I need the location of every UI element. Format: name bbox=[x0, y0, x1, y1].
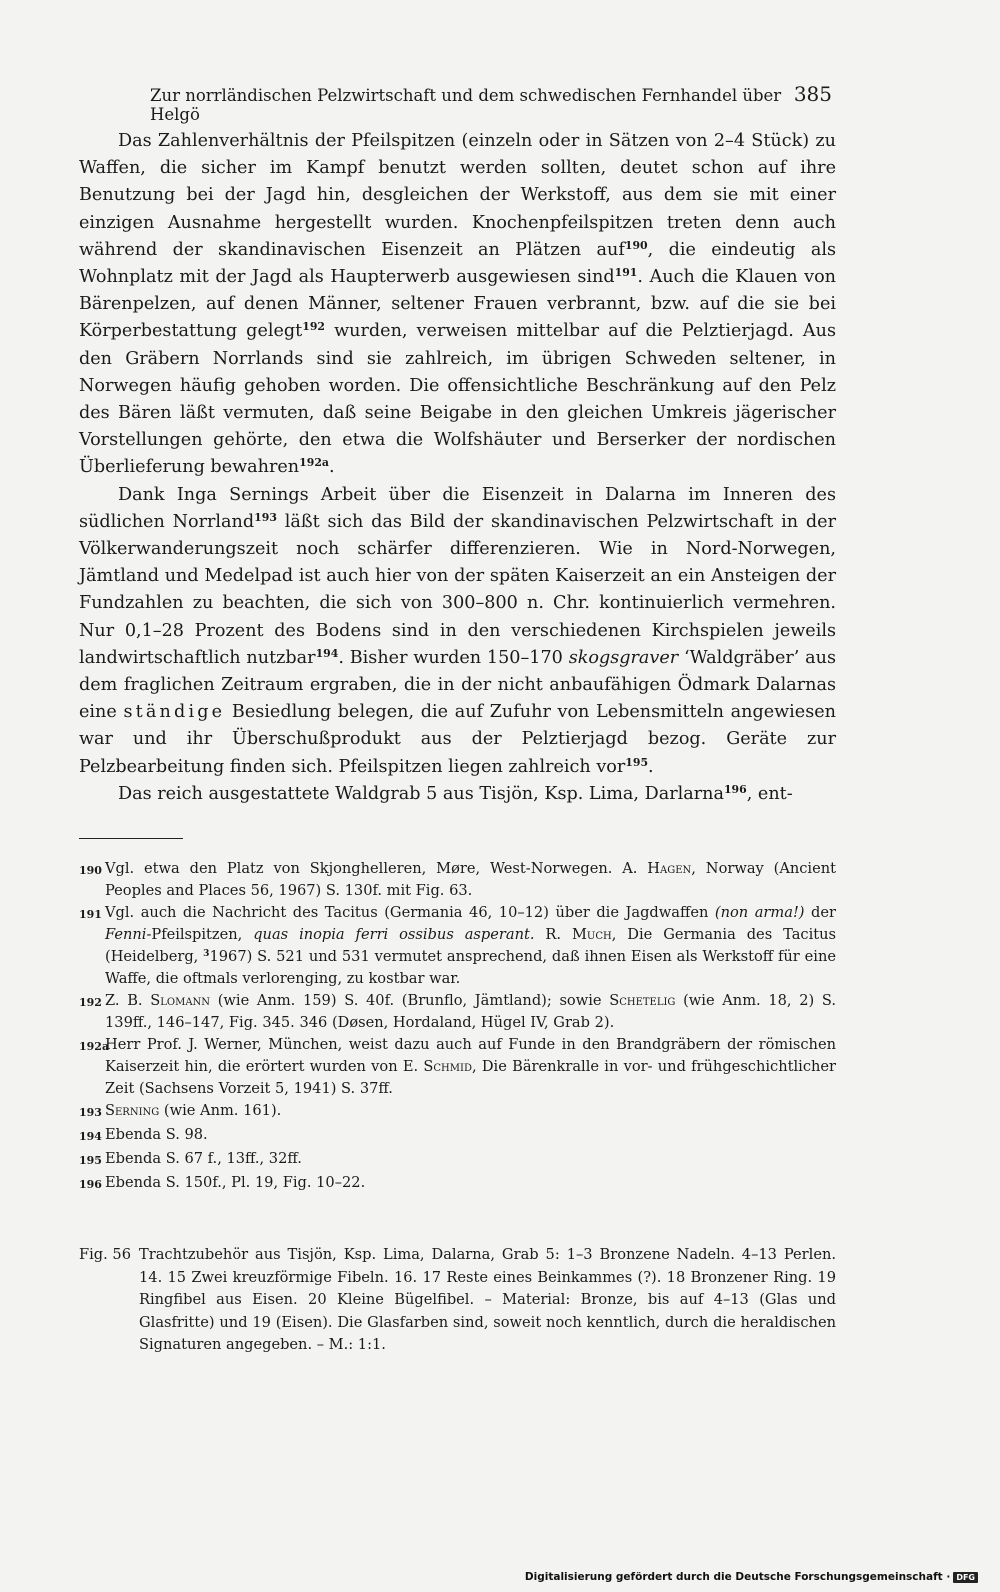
figure-label: Fig. 56 bbox=[79, 1246, 131, 1263]
running-title: Zur norrländischen Pelzwirtschaft und dem schwedischen Fernhandel über Helgö bbox=[150, 86, 782, 124]
footnote-number: 190 bbox=[79, 864, 102, 877]
footnote-number: 195 bbox=[79, 1154, 102, 1167]
footnote-text bbox=[105, 902, 836, 990]
text-run: Z. B. bbox=[105, 992, 151, 1009]
dfg-logo: DFG bbox=[953, 1572, 978, 1583]
italic-term: (non arma!) bbox=[714, 904, 805, 921]
footnote-number: 192a bbox=[79, 1040, 110, 1053]
text-run: (wie Anm. 18, 2) S. 139ff., 146–147, Fig. 345. 346 (Døsen, Hordaland, Hügel IV, Grab 2). bbox=[105, 992, 837, 1031]
footnote-number: 192 bbox=[79, 996, 102, 1009]
digitization-notice bbox=[525, 1571, 978, 1583]
text-run: (wie Anm. 161). bbox=[159, 1102, 282, 1119]
text-run: . bbox=[648, 756, 654, 777]
text-run: R. bbox=[534, 926, 572, 943]
text-run: . Auch die Klauen von Bärenpelzen, auf denen Männer, seltener Frauen verbrannt, bzw. auf die sie bei Körperbestattung gelegt bbox=[79, 267, 836, 342]
text-run: . bbox=[328, 457, 335, 478]
text-run: Das Zahlenverhältnis der Pfeilspitzen (einzeln oder in Sätzen von 2–4 Stück) zu Waffen, die sicher im Kampf benutzt werden sollten, deutet schon auf ihre Benutzung bei der Jagd hin, desgleichen der Werkstoff, aus dem sie mit einer einzigen Ausnahme hergestellt wurden. Knochenpfeilspitzen treten denn auch während der skandinavischen Eisenzeit an Plätzen auf bbox=[79, 131, 836, 260]
footnote-number: 194 bbox=[79, 1130, 102, 1143]
footnote bbox=[79, 1034, 836, 1100]
text-run: der bbox=[804, 904, 836, 921]
footnote-ref: 190 bbox=[624, 238, 648, 252]
footnote-ref: 196 bbox=[723, 782, 747, 796]
footnote-number: 193 bbox=[79, 1106, 102, 1119]
text-run: Besiedlung belegen, die auf Zufuhr von Lebensmitteln angewiesen war und ihr Überschußprodukt aus der Pelztierjagd bezog. Geräte zur Pelzbearbeitung finden sich. Pfeilspitzen liegen zahlreich vor bbox=[79, 702, 836, 777]
paragraph-3 bbox=[79, 781, 836, 808]
footnote-ref: 194 bbox=[315, 646, 339, 660]
text-run: ‘Waldgräber’ aus dem fraglichen Zeitraum ergraben, die in der nicht anbaufähigen Ödmark Dalarnas eine bbox=[79, 647, 837, 723]
footnote bbox=[79, 902, 836, 990]
footnote-text: Ebenda S. 67 f., 13ff., 32ff. bbox=[105, 1150, 302, 1167]
italic-term: Fenni bbox=[105, 926, 147, 943]
footnotes bbox=[79, 858, 836, 1196]
footnote-text: Ebenda S. 98. bbox=[105, 1126, 208, 1143]
text-run: (wie Anm. 159) S. 40f. (Brunflo, Jämtland); sowie bbox=[210, 992, 610, 1009]
footnote-text bbox=[105, 1100, 836, 1124]
footnote-divider bbox=[79, 838, 183, 839]
text-run: , Die Bärenkralle in vor- und frühgeschichtlicher Zeit (Sachsens Vorzeit 5, 1941) S. 37ff. bbox=[105, 1058, 837, 1097]
text-run: , die eindeutig als Wohnplatz mit der Jagd als Haupterwerb ausgewiesen sind bbox=[79, 239, 836, 288]
edition-superscript: 3 bbox=[203, 949, 210, 960]
text-run: läßt sich das Bild der skandinavischen Pelzwirtschaft in der Völkerwanderungszeit noch schärfer differenzieren. Wie in Nord-Norwegen, Jämtland und Medelpad ist auch hier von der späten Kaiserzeit an ein Ansteigen der Fundzahlen zu beachten, die sich von 300–800 n. Chr. kontinuierlich vermehren. Nur 0,1–28 Prozent des Bodens sind in den verschiedenen Kirchspielen jeweils landwirtschaftlich nutzbar bbox=[79, 511, 837, 668]
text-run: wurden, verweisen mittelbar auf die Pelztierjagd. Aus den Gräbern Norrlands sind sie zahlreich, im übrigen Schweden seltener, in Norwegen häufig gehoben worden. Die offensichtliche Beschränkung auf den Pelz des Bären läßt vermuten, daß seine Beigabe in den gleichen Umkreis jägerischer Vorstellungen gehörte, den etwa die Wolfshäuter und Berserker der nordischen Überlieferung bewahren bbox=[79, 321, 836, 478]
text-run: , ent- bbox=[746, 783, 793, 804]
author-name: Much bbox=[571, 926, 612, 943]
footnote-ref: 193 bbox=[254, 510, 277, 524]
text-run: Vgl. etwa den Platz von Skjonghelleren, Møre, West-Norwegen. A. bbox=[105, 860, 648, 877]
author-name: Serning bbox=[105, 1102, 160, 1119]
caption-text: Trachtzubehör aus Tisjön, Ksp. Lima, Dalarna, Grab 5: 1–3 Bronzene Nadeln. 4–13 Perlen. 14. 15 Zwei kreuzförmige Fibeln. 16. 17 Reste eines Beinkammes (?). 18 Bronzener Ring. 19 Ringfibel aus Eisen. 20 Kleine Bügelfibel. – Material: Bronze, bis auf 4–13 (Glas und Glasfritte) und 19 (Eisen). Die Glasfarben sind, soweit noch kenntlich, durch die heraldischen Signaturen angegeben. – M.: 1:1. bbox=[139, 1246, 836, 1354]
footnote-number: 191 bbox=[79, 908, 102, 921]
spaced-emphasis: ständige bbox=[123, 702, 226, 723]
text-run: -Pfeilspitzen, bbox=[146, 926, 254, 943]
author-name: Hagen bbox=[647, 860, 692, 877]
text-run: . Bisher wurden 150–170 bbox=[338, 647, 569, 668]
footnote-ref: 195 bbox=[625, 755, 649, 769]
footnote-ref: 191 bbox=[614, 266, 638, 280]
footnote bbox=[79, 1172, 836, 1196]
text-run: Vgl. auch die Nachricht des Tacitus (Germania 46, 10–12) über die Jagdwaffen bbox=[105, 904, 715, 921]
author-name: Schmid bbox=[423, 1058, 472, 1075]
footnote bbox=[79, 858, 836, 902]
author-name: Schetelig bbox=[609, 992, 676, 1009]
footnote-text bbox=[105, 1034, 836, 1100]
paragraph-1 bbox=[79, 128, 836, 482]
footnote-text: Ebenda S. 150f., Pl. 19, Fig. 10–22. bbox=[105, 1174, 366, 1191]
footnote-text bbox=[105, 990, 836, 1034]
text-run: Dank Inga Sernings Arbeit über die Eisenzeit in Dalarna im Inneren des südlichen Norrland bbox=[79, 484, 836, 532]
text-run: Herr Prof. J. Werner, München, weist dazu auch auf Funde in den Brandgräbern der römischen Kaiserzeit hin, die erörtert wurden von E. bbox=[105, 1036, 836, 1075]
footnote bbox=[79, 990, 836, 1034]
footnote bbox=[79, 1100, 836, 1124]
footnote bbox=[79, 1124, 836, 1148]
text-run: , Die Germania des Tacitus (Heidelberg, bbox=[105, 926, 836, 965]
italic-term: skogsgraver bbox=[568, 647, 679, 668]
italic-term: quas inopia ferri ossibus asperant. bbox=[253, 926, 535, 943]
text-run: , Norway (Ancient Peoples and Places 56, 1967) S. 130f. mit Fig. 63. bbox=[105, 860, 836, 899]
footnote-text bbox=[105, 858, 836, 902]
running-head bbox=[150, 82, 832, 124]
footnote bbox=[79, 1148, 836, 1172]
footnote-number: 196 bbox=[79, 1178, 102, 1191]
footnote-ref: 192a bbox=[299, 456, 329, 470]
text-run: Das reich ausgestattete Waldgrab 5 aus Tisjön, Ksp. Lima, Darlarna bbox=[118, 783, 724, 804]
main-text bbox=[79, 128, 836, 808]
paragraph-2 bbox=[79, 482, 836, 781]
footnote-ref: 192 bbox=[302, 320, 326, 334]
page-number: 385 bbox=[793, 82, 832, 106]
figure-caption bbox=[79, 1244, 836, 1357]
author-name: Slomann bbox=[150, 992, 211, 1009]
digitization-text: Digitalisierung gefördert durch die Deutsche Forschungsgemeinschaft · bbox=[524, 1571, 951, 1583]
text-run: 1967) S. 521 und 531 vermutet ansprechend, daß ihnen Eisen als Werkstoff für eine Waffe, die oftmals verlorenging, zu kostbar war. bbox=[105, 948, 836, 987]
